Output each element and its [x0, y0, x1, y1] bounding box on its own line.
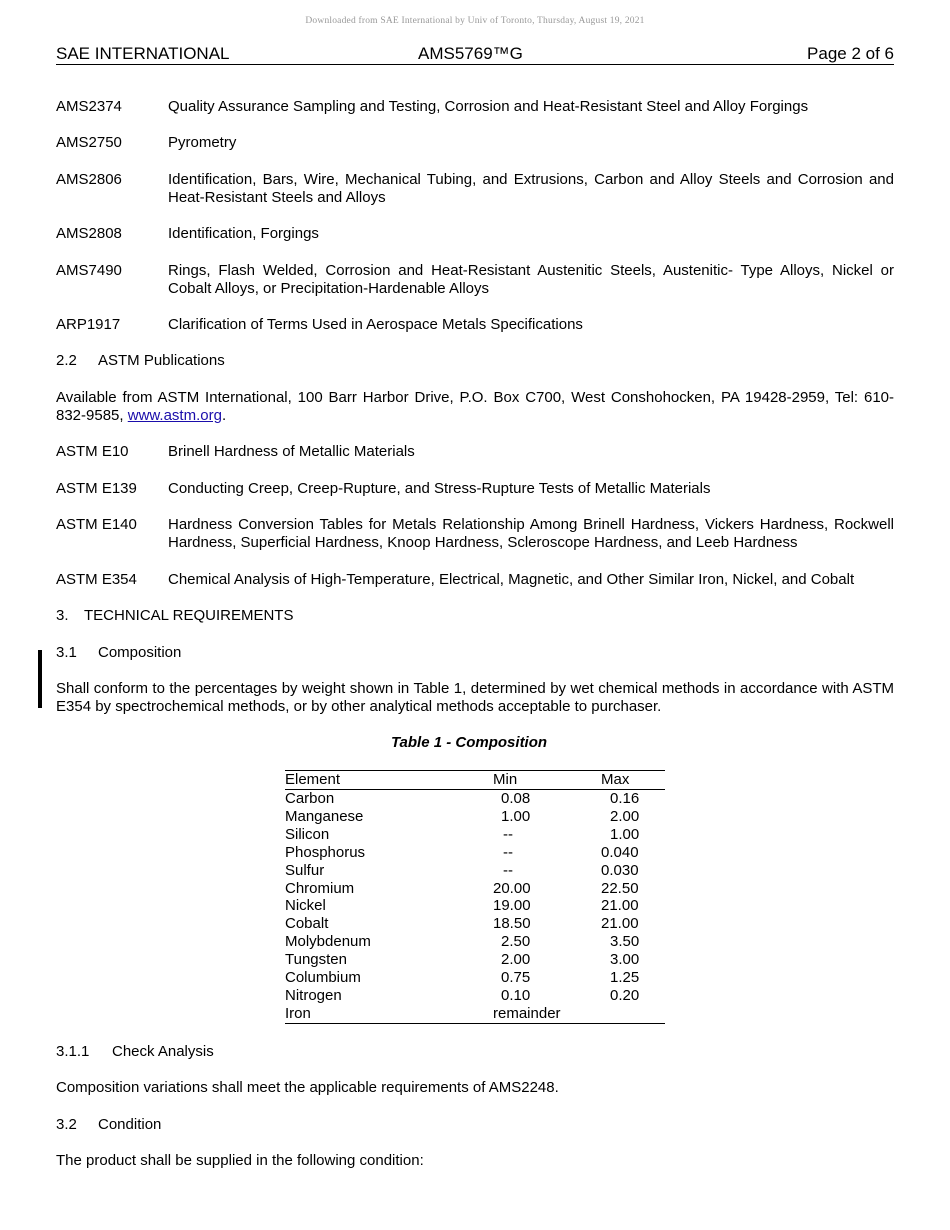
element-cell: Cobalt [285, 915, 329, 933]
table-row [285, 844, 665, 862]
max-cell: 3.00 [610, 951, 640, 969]
reference-item [56, 171, 894, 207]
max-cell: 1.25 [610, 969, 640, 987]
astm-availability-paragraph [56, 389, 894, 425]
reference-title: Quality Assurance Sampling and Testing, Corrosion and Heat-Resistant Steel and Alloy Forgings [168, 98, 809, 115]
element-cell: Carbon [285, 790, 335, 807]
reference-item [56, 225, 894, 243]
astm-website-link[interactable]: www.astm.org [127, 407, 222, 424]
section-number: 3.1.1 [56, 1043, 90, 1060]
reference-title: Chemical Analysis of High-Temperature, Electrical, Magnetic, and Other Similar Iron, Nickel, and Cobalt [168, 571, 855, 588]
section-heading-2-2 [56, 352, 225, 370]
table-row [285, 808, 665, 826]
composition-table-body [285, 790, 665, 1024]
max-cell: 22.50 [601, 879, 639, 897]
element-cell: Silicon [285, 825, 330, 843]
reference-code: AMS7490 [56, 262, 122, 279]
section-title: TECHNICAL REQUIREMENTS [84, 607, 294, 624]
min-cell: 0.75 [501, 969, 531, 987]
composition-table [285, 770, 665, 1024]
min-cell: -- [503, 843, 513, 861]
column-header-min: Min [493, 771, 601, 790]
table-row [285, 933, 665, 951]
min-cell: 20.00 [493, 879, 531, 897]
header-page-number: Page 2 of 6 [807, 44, 894, 63]
section-number: 2.2 [56, 352, 77, 369]
reference-code: ASTM E139 [56, 480, 137, 497]
reference-code: ARP1917 [56, 316, 121, 333]
table-row [285, 951, 665, 969]
max-cell [601, 1005, 665, 1023]
reference-item [56, 480, 894, 498]
reference-item [56, 443, 894, 461]
reference-title: Pyrometry [168, 134, 237, 151]
min-cell: 2.00 [501, 951, 531, 969]
table-row [285, 1005, 665, 1023]
reference-code: ASTM E354 [56, 571, 137, 588]
reference-title: Brinell Hardness of Metallic Materials [168, 443, 415, 460]
reference-code: ASTM E10 [56, 443, 129, 460]
min-cell: -- [503, 861, 513, 879]
section-number: 3.2 [56, 1116, 77, 1133]
max-cell: 21.00 [601, 915, 639, 933]
column-header-element: Element [285, 771, 493, 790]
header-doc-number: AMS5769™G [418, 44, 523, 63]
section-heading-3-1-1 [56, 1043, 214, 1061]
min-cell: 1.00 [501, 807, 531, 825]
reference-item [56, 516, 894, 552]
min-cell: -- [503, 825, 513, 843]
min-cell: 0.10 [501, 986, 531, 1004]
reference-code: AMS2750 [56, 134, 122, 151]
reference-item [56, 134, 894, 152]
reference-code: AMS2808 [56, 225, 122, 242]
table-row [285, 880, 665, 898]
min-cell: 2.50 [501, 933, 531, 951]
min-cell: remainder [493, 1004, 561, 1022]
section-title: Check Analysis [112, 1043, 214, 1060]
reference-title: Rings, Flash Welded, Corrosion and Heat-Resistant Austenitic Steels, Austenitic- Type Alloys, Nickel or Cobalt Alloys, or Precipitation-Hardenable Alloys [168, 262, 894, 297]
reference-item [56, 571, 894, 589]
page-header [56, 44, 894, 65]
element-cell: Molybdenum [285, 933, 371, 951]
table-row [285, 915, 665, 933]
table-caption: Table 1 - Composition [390, 734, 548, 751]
max-cell: 2.00 [610, 807, 640, 825]
reference-title: Identification, Forgings [168, 225, 319, 242]
download-watermark: Downloaded from SAE International by Univ of Toronto, Thursday, August 19, 2021 [305, 16, 645, 26]
element-cell: Manganese [285, 807, 364, 825]
section-heading-3-1 [56, 644, 181, 662]
revision-change-bar [38, 650, 42, 708]
max-cell: 1.00 [610, 825, 640, 843]
table-row [285, 987, 665, 1005]
reference-code: ASTM E140 [56, 516, 137, 533]
reference-item [56, 262, 894, 298]
section-number: 3. [56, 607, 69, 624]
column-header-max: Max [601, 771, 665, 790]
table-row [285, 862, 665, 880]
table-row [285, 790, 665, 808]
reference-title: Hardness Conversion Tables for Metals Relationship Among Brinell Hardness, Vickers Hardness, Rockwell Hardness, Superficial Hardness, Knoop Hardness, Scleroscope Hardness, and Leeb Hardness [168, 516, 894, 551]
section-title: Composition [98, 644, 182, 661]
max-cell: 0.20 [610, 986, 640, 1004]
header-publisher: SAE INTERNATIONAL [56, 44, 230, 63]
table-row [285, 897, 665, 915]
element-cell: Tungsten [285, 951, 347, 969]
section-title: Condition [98, 1116, 162, 1133]
reference-title: Clarification of Terms Used in Aerospace Metals Specifications [168, 316, 583, 333]
min-cell: 19.00 [493, 897, 531, 915]
astm-availability-end: . [221, 407, 227, 424]
section-number: 3.1 [56, 644, 77, 661]
reference-title: Conducting Creep, Creep-Rupture, and Stress-Rupture Tests of Metallic Materials [168, 480, 711, 497]
min-cell: 0.08 [501, 790, 531, 807]
max-cell: 0.040 [601, 843, 639, 861]
table-row [285, 826, 665, 844]
element-cell: Sulfur [285, 861, 325, 879]
reference-title: Identification, Bars, Wire, Mechanical Tubing, and Extrusions, Carbon and Alloy Steels and Corrosion and Heat-Resistant Steels and Alloys [168, 171, 894, 206]
element-cell: Columbium [285, 969, 361, 987]
reference-item [56, 98, 894, 116]
check-analysis-paragraph: Composition variations shall meet the applicable requirements of AMS2248. [56, 1079, 559, 1096]
condition-paragraph: The product shall be supplied in the following condition: [56, 1152, 424, 1169]
max-cell: 21.00 [601, 897, 639, 915]
section-heading-3-2 [56, 1116, 161, 1134]
max-cell: 0.030 [601, 861, 639, 879]
table-row [285, 969, 665, 987]
element-cell: Iron [285, 1004, 311, 1022]
section-heading-3 [56, 607, 293, 625]
astm-availability-text: Available from ASTM International, 100 Barr Harbor Drive, P.O. Box C700, West Conshohocken, PA 19428-2959, Tel: 610-832-9585, [56, 389, 894, 424]
element-cell: Chromium [285, 879, 355, 897]
table-header-row [285, 771, 665, 790]
max-cell: 3.50 [610, 933, 640, 951]
reference-item [56, 316, 894, 334]
reference-code: AMS2806 [56, 171, 122, 188]
element-cell: Phosphorus [285, 843, 366, 861]
min-cell: 18.50 [493, 915, 531, 933]
section-title: ASTM Publications [98, 352, 225, 369]
composition-paragraph: Shall conform to the percentages by weight shown in Table 1, determined by wet chemical methods in accordance with ASTM E354 by spectrochemical methods, or by other analytical methods acceptable to purchaser. [56, 680, 894, 715]
element-cell: Nickel [285, 897, 326, 915]
element-cell: Nitrogen [285, 986, 342, 1004]
max-cell: 0.16 [610, 790, 640, 807]
reference-code: AMS2374 [56, 98, 122, 115]
